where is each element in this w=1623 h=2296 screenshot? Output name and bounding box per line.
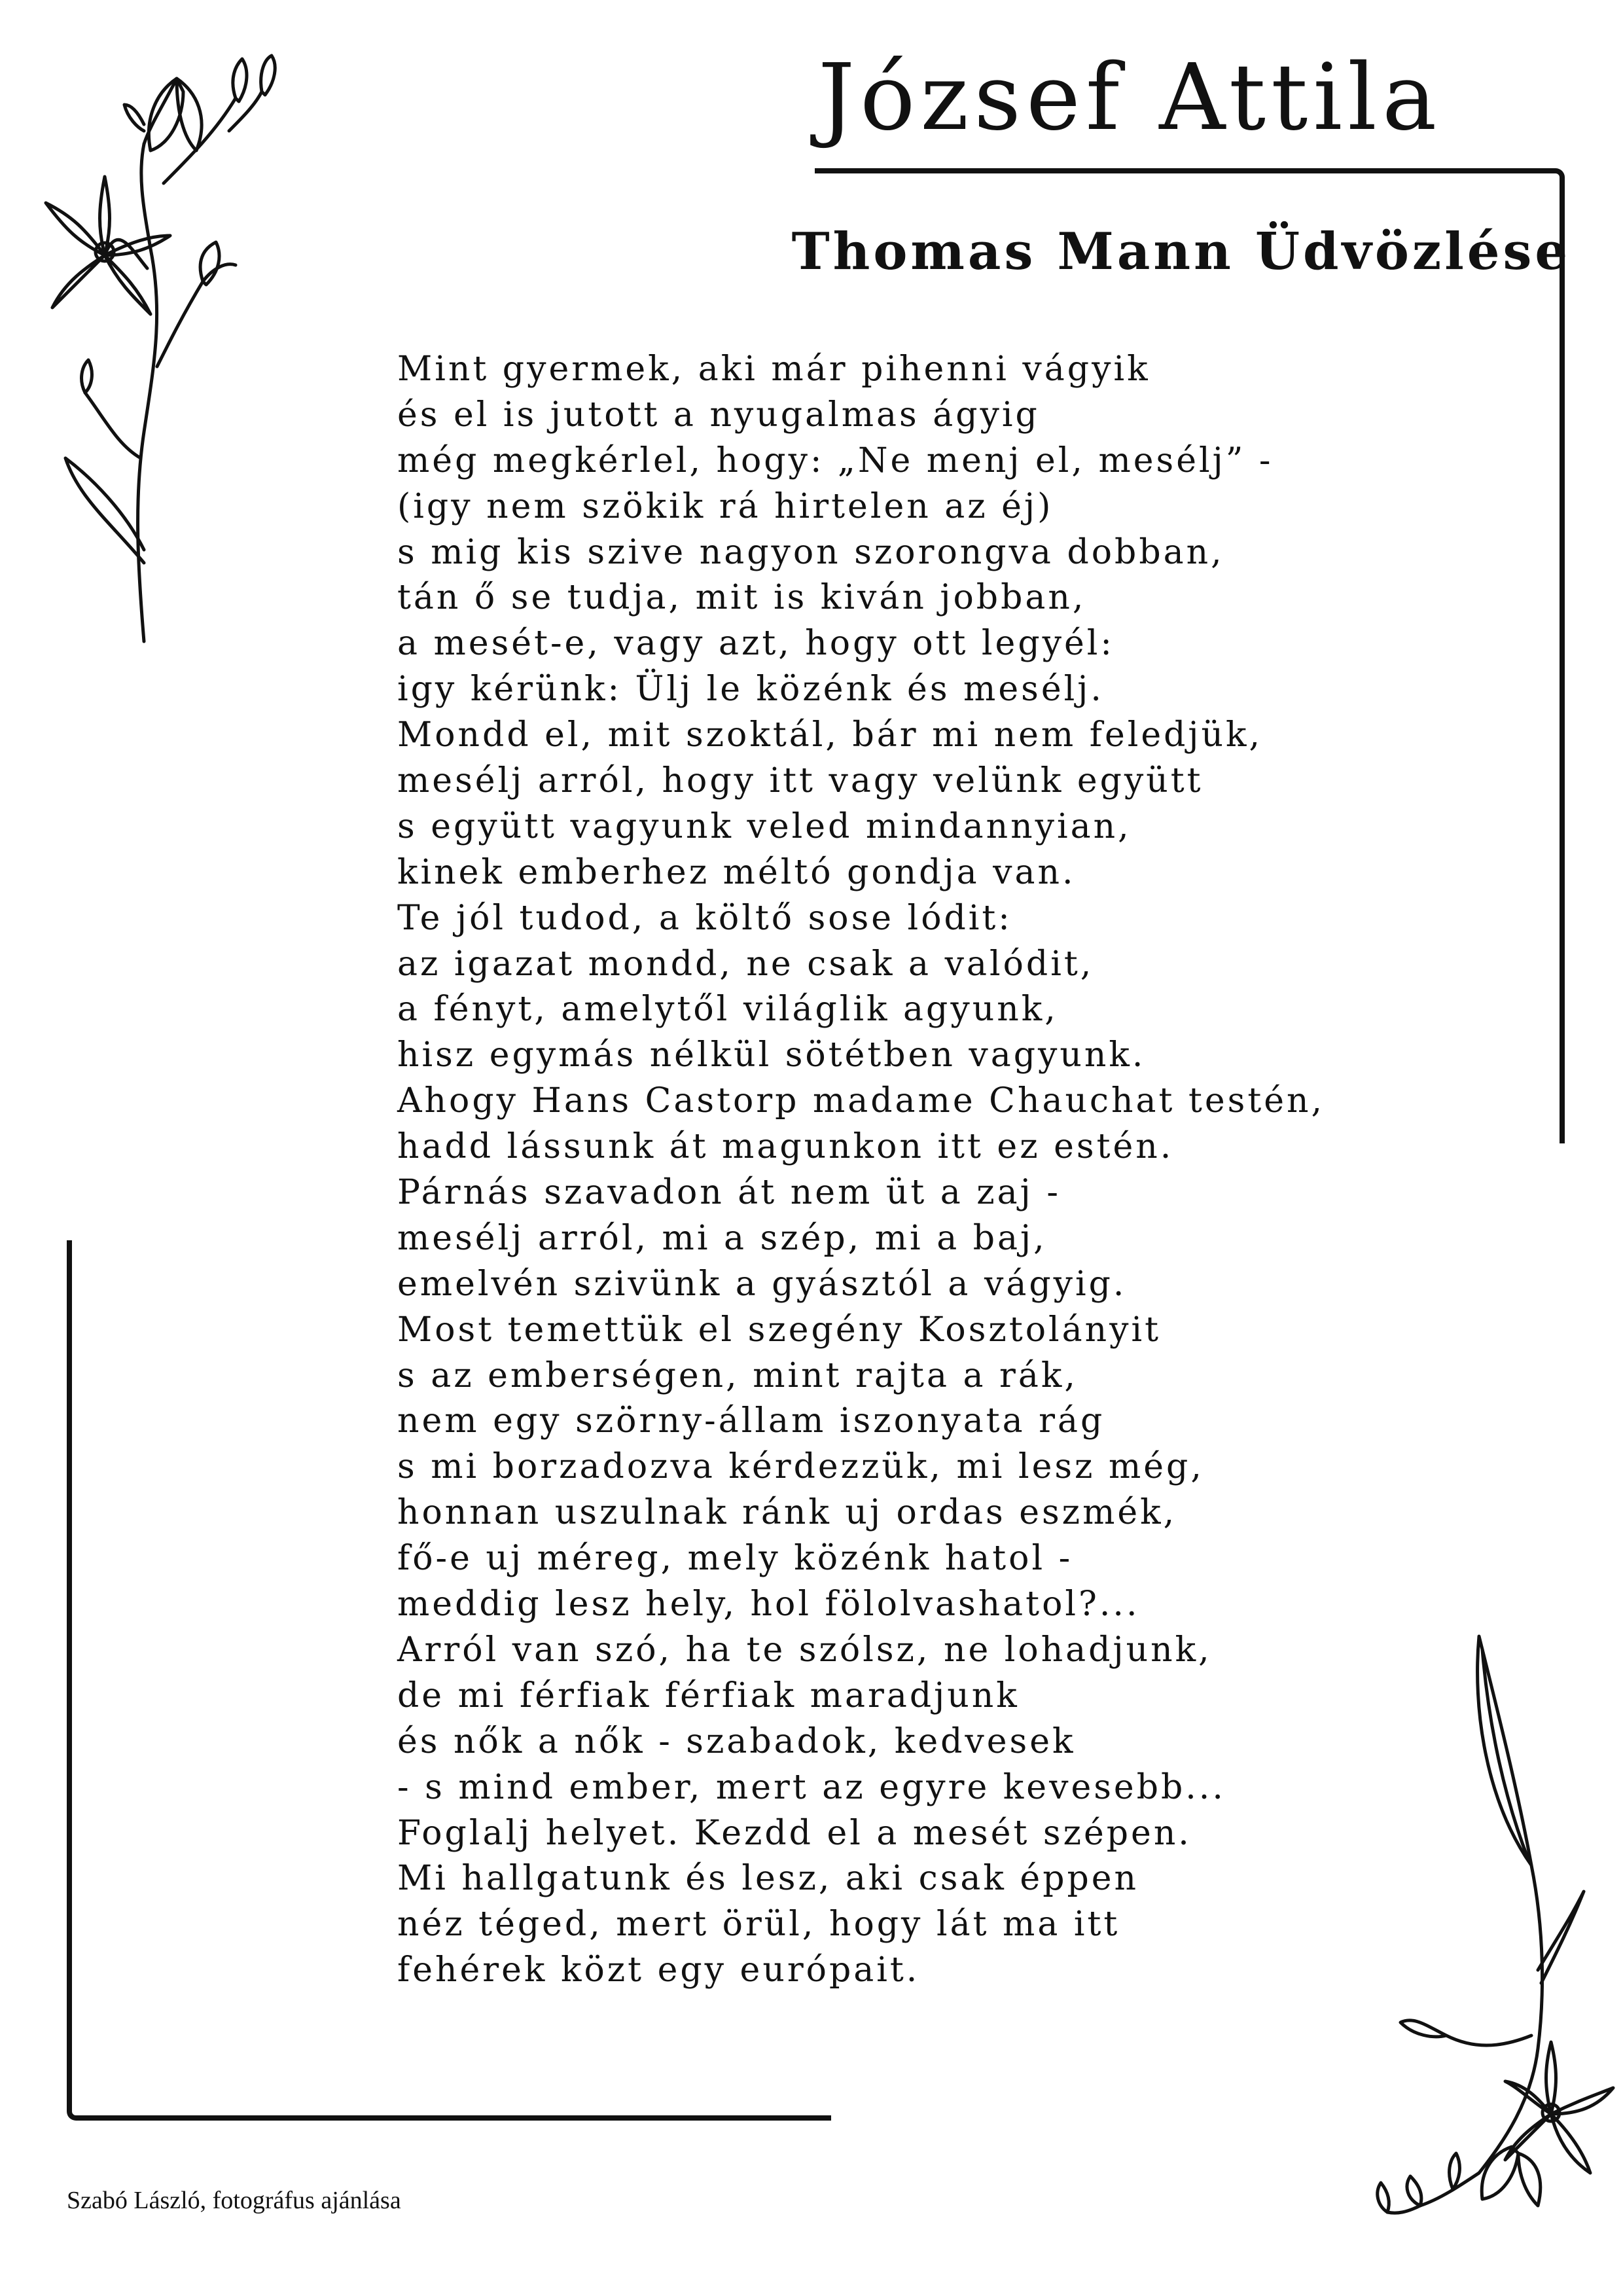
poem-line: s együtt vagyunk veled mindannyian,: [397, 806, 1132, 846]
poem-line: - s mind ember, mert az egyre kevesebb...: [397, 1767, 1226, 1807]
poem-line: és nők a nők - szabadok, kedvesek: [397, 1721, 1076, 1761]
flower-illustration-bottom-right: [1348, 1630, 1616, 2219]
author-name: József Attila: [818, 45, 1442, 151]
poem-line: igy kérünk: Ülj le közénk és mesélj.: [397, 670, 1104, 709]
poem-line: kinek emberhez méltó gondja van.: [397, 852, 1076, 892]
poem-body: [397, 347, 1325, 1994]
poem-line: Foglalj helyet. Kezdd el a mesét szépen.: [397, 1813, 1192, 1853]
poem-line: Ahogy Hans Castorp madame Chauchat testén,: [397, 1081, 1325, 1121]
poem-line: s mi borzadozva kérdezzük, mi lesz még,: [397, 1447, 1204, 1487]
poem-line: emelvén szivünk a gyásztól a vágyig.: [397, 1264, 1127, 1304]
poem-line: Te jól tudod, a költő sose lódit:: [397, 898, 1012, 938]
poem-title: Thomas Mann Üdvözlése: [791, 222, 1571, 281]
poem-line: meddig lesz hely, hol fölolvashatol?...: [397, 1585, 1140, 1624]
flower-illustration-top-left: [13, 52, 288, 668]
poem-line: a fényt, amelytől világlik agyunk,: [397, 990, 1058, 1030]
poem-line: s mig kis szive nagyon szorongva dobban,: [397, 532, 1224, 572]
poem-line: és el is jutott a nyugalmas ágyig: [397, 395, 1040, 435]
poem-line: mesélj arról, mi a szép, mi a baj,: [397, 1218, 1047, 1258]
poem-line: Most temettük el szegény Kosztolányit: [397, 1310, 1162, 1350]
poem-line: (igy nem szökik rá hirtelen az éj): [397, 486, 1054, 526]
poem-line: fehérek közt egy európait.: [397, 1950, 920, 1990]
poem-line: fő-e uj méreg, mely közénk hatol -: [397, 1539, 1073, 1579]
poem-line: Párnás szavadon át nem üt a zaj -: [397, 1173, 1061, 1213]
poem-line: a mesét-e, vagy azt, hogy ott legyél:: [397, 624, 1115, 664]
poem-line: hadd lássunk át magunkon itt ez estén.: [397, 1127, 1174, 1167]
poem-line: nem egy szörny-állam iszonyata rág: [397, 1401, 1105, 1441]
flower-icon: [13, 52, 288, 668]
poem-line: s az emberségen, mint rajta a rák,: [397, 1355, 1078, 1395]
poem-line: az igazat mondd, ne csak a valódit,: [397, 944, 1094, 984]
poem-line: Mi hallgatunk és lesz, aki csak éppen: [397, 1859, 1139, 1899]
poem-line: Mondd el, mit szoktál, bár mi nem feledjük,: [397, 715, 1263, 755]
poem-line: tán ő se tudja, mit is kiván jobban,: [397, 578, 1086, 618]
photo-credit: Szabó László, fotográfus ajánlása: [67, 2187, 401, 2214]
poem-line: Mint gyermek, aki már pihenni vágyik: [397, 350, 1150, 389]
flower-icon: [1348, 1630, 1616, 2219]
poem-line: de mi férfiak férfiak maradjunk: [397, 1676, 1020, 1715]
poem-line: mesélj arról, hogy itt vagy velünk együtt: [397, 761, 1204, 801]
poem-line: honnan uszulnak ránk uj ordas eszmék,: [397, 1493, 1177, 1533]
poem-line: még megkérlel, hogy: „Ne menj el, mesélj” -: [397, 440, 1274, 480]
poem-line: hisz egymás nélkül sötétben vagyunk.: [397, 1035, 1146, 1075]
poem-line: Arról van szó, ha te szólsz, ne lohadjunk,: [397, 1630, 1212, 1670]
poem-line: néz téged, mert örül, hogy lát ma itt: [397, 1905, 1120, 1945]
